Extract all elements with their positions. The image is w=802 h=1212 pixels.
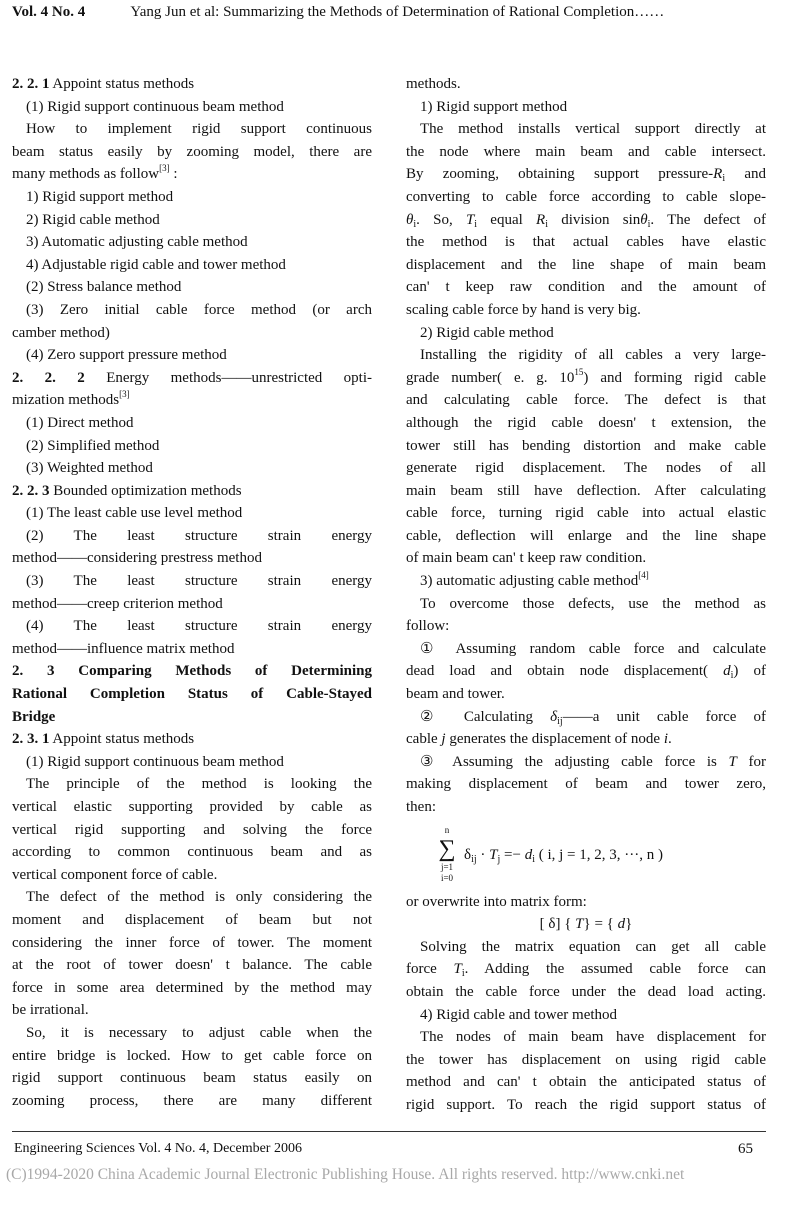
text-run: Appoint status methods bbox=[49, 76, 195, 92]
text-run: beam status easily by zooming model, there are bbox=[12, 143, 372, 160]
formula-block bbox=[406, 819, 766, 891]
text-line bbox=[12, 932, 372, 955]
formula-part: δ bbox=[464, 846, 472, 863]
text-run: The principle of the method is looking the bbox=[26, 776, 372, 793]
text-run: . bbox=[667, 731, 672, 748]
text-run: methods. bbox=[406, 76, 461, 92]
sum-upper-limit: n bbox=[444, 825, 450, 836]
text-run: ) of bbox=[733, 663, 766, 680]
text-line bbox=[12, 163, 372, 186]
text-run: can' t keep raw condition and the amount of bbox=[406, 279, 766, 296]
text-line bbox=[12, 412, 372, 435]
text-line bbox=[406, 1004, 766, 1027]
text-line bbox=[12, 276, 372, 299]
text-line bbox=[406, 570, 766, 593]
text-line bbox=[406, 958, 766, 981]
text-line bbox=[406, 773, 766, 796]
text-line bbox=[12, 525, 372, 548]
text-run: mization methods bbox=[12, 392, 120, 409]
text-run: . So, bbox=[416, 211, 466, 228]
text-run: dead load and obtain node displacement( bbox=[406, 663, 724, 680]
text-run: grade number( e. g. 10 bbox=[406, 369, 575, 386]
text-line bbox=[406, 728, 766, 751]
text-run: be irrational. bbox=[12, 1002, 89, 1019]
text-line bbox=[12, 638, 372, 661]
text-line bbox=[12, 73, 372, 96]
text-line bbox=[406, 163, 766, 186]
text-run: (2) Stress balance method bbox=[26, 279, 182, 296]
formula-part: ( i, j = 1, 2, 3, ···, n ) bbox=[534, 846, 663, 863]
text-line bbox=[406, 638, 766, 661]
section-number: 2. 2. 1 bbox=[12, 76, 50, 92]
right-column bbox=[406, 73, 766, 1117]
text-run: 3) Automatic adjusting cable method bbox=[26, 234, 248, 251]
text-line bbox=[406, 73, 766, 96]
text-line bbox=[406, 615, 766, 638]
math-symbol: d bbox=[723, 663, 731, 680]
reference-mark: [3] bbox=[159, 163, 170, 174]
section-number: 2. 2. 3 bbox=[12, 482, 50, 499]
text-run: moment and displacement of beam but not bbox=[12, 911, 372, 928]
text-line bbox=[12, 118, 372, 141]
formula-part: · bbox=[476, 846, 490, 863]
text-line bbox=[12, 954, 372, 977]
text-line bbox=[406, 480, 766, 503]
math-subscript: i bbox=[413, 218, 417, 230]
formula-part: i bbox=[532, 853, 535, 865]
text-line bbox=[406, 118, 766, 141]
text-line bbox=[12, 773, 372, 796]
text-line bbox=[12, 683, 372, 706]
text-run: The defect of the method is only considering the bbox=[26, 889, 372, 906]
text-line bbox=[12, 751, 372, 774]
text-line bbox=[12, 141, 372, 164]
text-line bbox=[12, 841, 372, 864]
text-run: The method installs vertical support directly at bbox=[420, 121, 766, 138]
text-run: main beam still have deflection. After calculating bbox=[406, 482, 766, 499]
text-run: the tower has displacement on using rigid cable bbox=[406, 1051, 766, 1068]
text-line bbox=[12, 209, 372, 232]
reference-mark: [4] bbox=[638, 570, 649, 581]
text-run: } bbox=[625, 916, 633, 933]
text-line bbox=[406, 141, 766, 164]
text-line bbox=[12, 1090, 372, 1113]
text-run: obtain the cable force under the dead load acting. bbox=[406, 983, 766, 1000]
text-line bbox=[406, 593, 766, 616]
text-run: 2) Rigid cable method bbox=[420, 324, 554, 341]
formula-part: j bbox=[497, 853, 501, 865]
text-run: (3) Weighted method bbox=[26, 460, 153, 477]
text-run: ——a unit cable force of bbox=[562, 708, 766, 725]
footer-rule bbox=[12, 1131, 766, 1132]
sum-lower-limit: j=1 bbox=[440, 862, 454, 873]
text-run: making displacement of beam and tower zero, bbox=[406, 776, 766, 793]
sum-lower-limit: i=0 bbox=[440, 873, 454, 884]
text-line bbox=[406, 209, 766, 232]
summation-stack bbox=[436, 825, 458, 884]
math-symbol: T bbox=[575, 916, 584, 933]
text-run: (1) Rigid support continuous beam method bbox=[26, 753, 284, 770]
text-run: 2) Rigid cable method bbox=[26, 211, 160, 228]
text-run: vertical component force of cable. bbox=[12, 866, 218, 883]
text-run: vertical elastic supporting provided by cable as bbox=[12, 799, 372, 815]
text-run: To overcome those defects, use the method as bbox=[420, 595, 766, 612]
text-run: force bbox=[406, 961, 454, 978]
text-run: Appoint status methods bbox=[49, 731, 195, 748]
text-line bbox=[12, 1022, 372, 1045]
text-run: ③ Assuming the adjusting cable force is bbox=[420, 753, 729, 770]
text-line bbox=[406, 706, 766, 729]
text-line bbox=[12, 367, 372, 390]
text-run: although the rigid cable doesn' t extension, the bbox=[406, 414, 766, 431]
math-subscript: ij bbox=[557, 715, 563, 727]
text-run: equal bbox=[477, 211, 537, 228]
text-line bbox=[406, 322, 766, 345]
text-line bbox=[12, 547, 372, 570]
math-subscript: i bbox=[722, 173, 726, 185]
text-line bbox=[406, 231, 766, 254]
text-line bbox=[12, 344, 372, 367]
text-run: scaling cable force by hand is very big. bbox=[406, 301, 641, 318]
text-run: the node where main beam and cable intersect. bbox=[406, 143, 766, 160]
text-line bbox=[12, 1067, 372, 1090]
text-line bbox=[12, 706, 372, 729]
math-subscript: i bbox=[545, 218, 548, 230]
text-line bbox=[12, 593, 372, 616]
text-run: of main beam can' t keep raw condition. bbox=[406, 550, 647, 567]
text-run: generates the displacement of node bbox=[445, 731, 664, 748]
text-run: Rational Completion Status of Cable-Stayed bbox=[12, 686, 372, 703]
text-line bbox=[12, 864, 372, 887]
text-run: camber method) bbox=[12, 324, 110, 341]
reference-mark: [3] bbox=[119, 389, 130, 400]
text-line bbox=[406, 96, 766, 119]
text-line bbox=[12, 322, 372, 345]
text-line bbox=[406, 547, 766, 570]
text-line bbox=[406, 1026, 766, 1049]
text-line bbox=[406, 254, 766, 277]
text-run: So, it is necessary to adjust cable when the bbox=[26, 1024, 372, 1041]
text-line bbox=[12, 457, 372, 480]
text-run: rigid support. To reach the rigid support status of bbox=[406, 1096, 766, 1113]
text-run: then: bbox=[406, 799, 436, 815]
text-run: method——influence matrix method bbox=[12, 640, 235, 657]
text-run: many methods as follow bbox=[12, 166, 160, 183]
text-run: entire bridge is locked. How to get cable force on bbox=[12, 1047, 372, 1064]
text-run: (2) The least structure strain energy bbox=[26, 527, 372, 544]
page-number: 65 bbox=[738, 1141, 753, 1157]
math-subscript: i bbox=[730, 670, 734, 682]
text-run: 2. 3 Comparing Methods of Determining bbox=[12, 663, 372, 680]
text-run: or overwrite into matrix form: bbox=[406, 893, 587, 910]
text-line bbox=[406, 525, 766, 548]
math-symbol: θ bbox=[640, 211, 648, 228]
text-run: for bbox=[736, 753, 766, 770]
text-line bbox=[406, 276, 766, 299]
math-subscript: i bbox=[461, 968, 465, 980]
text-run: generate rigid displacement. The nodes of all bbox=[406, 460, 766, 477]
text-line bbox=[406, 367, 766, 390]
text-line bbox=[12, 728, 372, 751]
text-run: the method is that actual cables have elastic bbox=[406, 234, 766, 251]
math-symbol: δ bbox=[550, 708, 558, 725]
text-run: cable, deflection will enlarge and the line shape bbox=[406, 527, 766, 544]
text-line bbox=[406, 299, 766, 322]
text-line bbox=[406, 751, 766, 774]
text-line bbox=[12, 819, 372, 842]
text-line bbox=[12, 999, 372, 1022]
summation-symbol: ∑ bbox=[438, 836, 456, 863]
formula-part: T bbox=[489, 846, 498, 863]
text-line bbox=[12, 570, 372, 593]
math-symbol: T bbox=[453, 961, 462, 978]
text-line bbox=[12, 660, 372, 683]
section-number: 2. 2. 2 bbox=[12, 369, 85, 386]
text-run: converting to cable force according to cable slope- bbox=[406, 188, 766, 205]
text-line bbox=[12, 796, 372, 819]
text-line bbox=[406, 457, 766, 480]
text-run: considering the inner force of tower. The moment bbox=[12, 934, 372, 951]
text-line bbox=[406, 796, 766, 819]
text-run: vertical rigid supporting and solving the force bbox=[12, 821, 372, 838]
text-run: and calculating cable force. The defect is that bbox=[406, 392, 766, 409]
math-symbol: R bbox=[536, 211, 546, 228]
text-line bbox=[406, 1049, 766, 1072]
text-run: How to implement rigid support continuous bbox=[26, 121, 372, 138]
text-run: 4) Rigid cable and tower method bbox=[420, 1006, 618, 1023]
text-run: ) and forming rigid cable bbox=[583, 369, 766, 386]
math-symbol: i bbox=[663, 731, 668, 748]
text-run: ① Assuming random cable force and calculate bbox=[420, 640, 766, 657]
text-line bbox=[12, 1045, 372, 1068]
left-column bbox=[12, 73, 372, 1112]
text-run: Installing the rigidity of all cables a very large- bbox=[420, 347, 766, 364]
text-run: (4) Zero support pressure method bbox=[26, 347, 227, 364]
text-run: force in some area determined by the method may bbox=[12, 979, 372, 996]
text-line bbox=[12, 231, 372, 254]
text-run: 1) Rigid support method bbox=[26, 188, 174, 205]
text-run: 1) Rigid support method bbox=[420, 98, 568, 115]
text-run: The nodes of main beam have displacement for bbox=[420, 1029, 766, 1046]
reference-mark: 15 bbox=[574, 366, 584, 377]
text-run: (3) Zero initial cable force method (or arch bbox=[26, 301, 372, 318]
text-run: : bbox=[169, 166, 178, 183]
text-run: beam and tower. bbox=[406, 686, 505, 703]
text-run: (4) The least structure strain energy bbox=[26, 618, 372, 635]
text-line bbox=[406, 1094, 766, 1117]
text-line bbox=[12, 502, 372, 525]
text-run: 3) automatic adjusting cable method bbox=[420, 573, 639, 590]
text-line bbox=[406, 389, 766, 412]
text-run: at the root of tower doesn' t balance. The cable bbox=[12, 957, 372, 974]
text-run: Bounded optimization methods bbox=[49, 482, 242, 499]
text-line bbox=[12, 435, 372, 458]
text-line bbox=[12, 96, 372, 119]
text-line bbox=[406, 435, 766, 458]
text-run: displacement and the line shape of main beam bbox=[406, 256, 766, 273]
text-run: method——creep criterion method bbox=[12, 595, 223, 612]
section-number: 2. 3. 1 bbox=[12, 731, 50, 748]
text-run: (1) Rigid support continuous beam method bbox=[26, 98, 284, 115]
text-line bbox=[406, 502, 766, 525]
text-line bbox=[406, 412, 766, 435]
text-run: and bbox=[725, 166, 766, 183]
text-run: cable bbox=[406, 731, 442, 748]
math-symbol: T bbox=[728, 753, 737, 770]
text-line bbox=[12, 615, 372, 638]
text-run: 4) Adjustable rigid cable and tower method bbox=[26, 256, 286, 273]
header-volume: Vol. 4 No. 4 bbox=[12, 4, 86, 20]
formula-body bbox=[464, 844, 663, 866]
text-run: ② Calculating bbox=[420, 708, 551, 725]
text-line bbox=[12, 389, 372, 412]
text-run: follow: bbox=[406, 618, 450, 635]
text-run: according to common continuous beam and as bbox=[12, 844, 372, 861]
text-run: division sin bbox=[547, 211, 641, 228]
text-run: (3) The least structure strain energy bbox=[26, 573, 372, 590]
text-run: . Adding the assumed cable force can bbox=[464, 961, 766, 978]
text-run: zooming process, there are many different bbox=[12, 1092, 372, 1109]
text-run: (1) Direct method bbox=[26, 414, 134, 431]
text-run: Energy methods——unrestricted opti- bbox=[84, 369, 372, 386]
math-symbol: j bbox=[441, 731, 446, 748]
text-run: method——considering prestress method bbox=[12, 550, 262, 567]
text-line bbox=[406, 981, 766, 1004]
math-symbol: T bbox=[465, 211, 475, 228]
text-run: Solving the matrix equation can get all cable bbox=[420, 938, 766, 955]
footer-journal: Engineering Sciences Vol. 4 No. 4, December 2006 bbox=[14, 1141, 302, 1156]
text-run: (2) Simplified method bbox=[26, 437, 160, 454]
text-line bbox=[406, 344, 766, 367]
text-line bbox=[12, 186, 372, 209]
running-header bbox=[12, 4, 664, 21]
formula-part: ij bbox=[471, 853, 477, 865]
math-subscript: i bbox=[647, 218, 651, 230]
text-line bbox=[12, 909, 372, 932]
text-run: method and can' t obtain the anticipated status of bbox=[406, 1074, 766, 1091]
text-line bbox=[406, 891, 766, 914]
text-run: cable force, turning rigid cable into actual elastic bbox=[406, 505, 766, 522]
text-line bbox=[12, 299, 372, 322]
math-symbol: d bbox=[617, 916, 626, 933]
math-symbol: R bbox=[713, 166, 723, 183]
text-line bbox=[406, 660, 766, 683]
text-run: rigid support continuous beam status easily on bbox=[12, 1070, 372, 1087]
text-run: [ δ] { bbox=[539, 916, 576, 933]
header-title: Yang Jun et al: Summarizing the Methods of Determination of Rational Completion…… bbox=[130, 4, 665, 20]
text-run: By zooming, obtaining support pressure- bbox=[406, 166, 714, 183]
text-run: (1) The least cable use level method bbox=[26, 505, 243, 522]
copyright-notice: (C)1994-2020 China Academic Journal Electronic Publishing House. All rights reserved. http://www.cnki.net bbox=[6, 1166, 685, 1183]
text-line bbox=[406, 913, 766, 936]
text-run: } = { bbox=[583, 916, 618, 933]
formula-part: d bbox=[524, 846, 533, 863]
text-line bbox=[12, 977, 372, 1000]
text-run: . The defect of bbox=[650, 211, 766, 228]
text-line bbox=[406, 186, 766, 209]
math-subscript: i bbox=[474, 218, 478, 230]
text-line bbox=[406, 683, 766, 706]
text-line bbox=[406, 1071, 766, 1094]
text-line bbox=[12, 480, 372, 503]
text-run: Bridge bbox=[12, 708, 56, 725]
text-line bbox=[12, 254, 372, 277]
text-line bbox=[406, 936, 766, 959]
text-line bbox=[12, 886, 372, 909]
text-run: tower still has bending distortion and make cable bbox=[406, 437, 766, 454]
formula-part: =− bbox=[500, 846, 525, 863]
math-symbol: θ bbox=[406, 211, 414, 228]
